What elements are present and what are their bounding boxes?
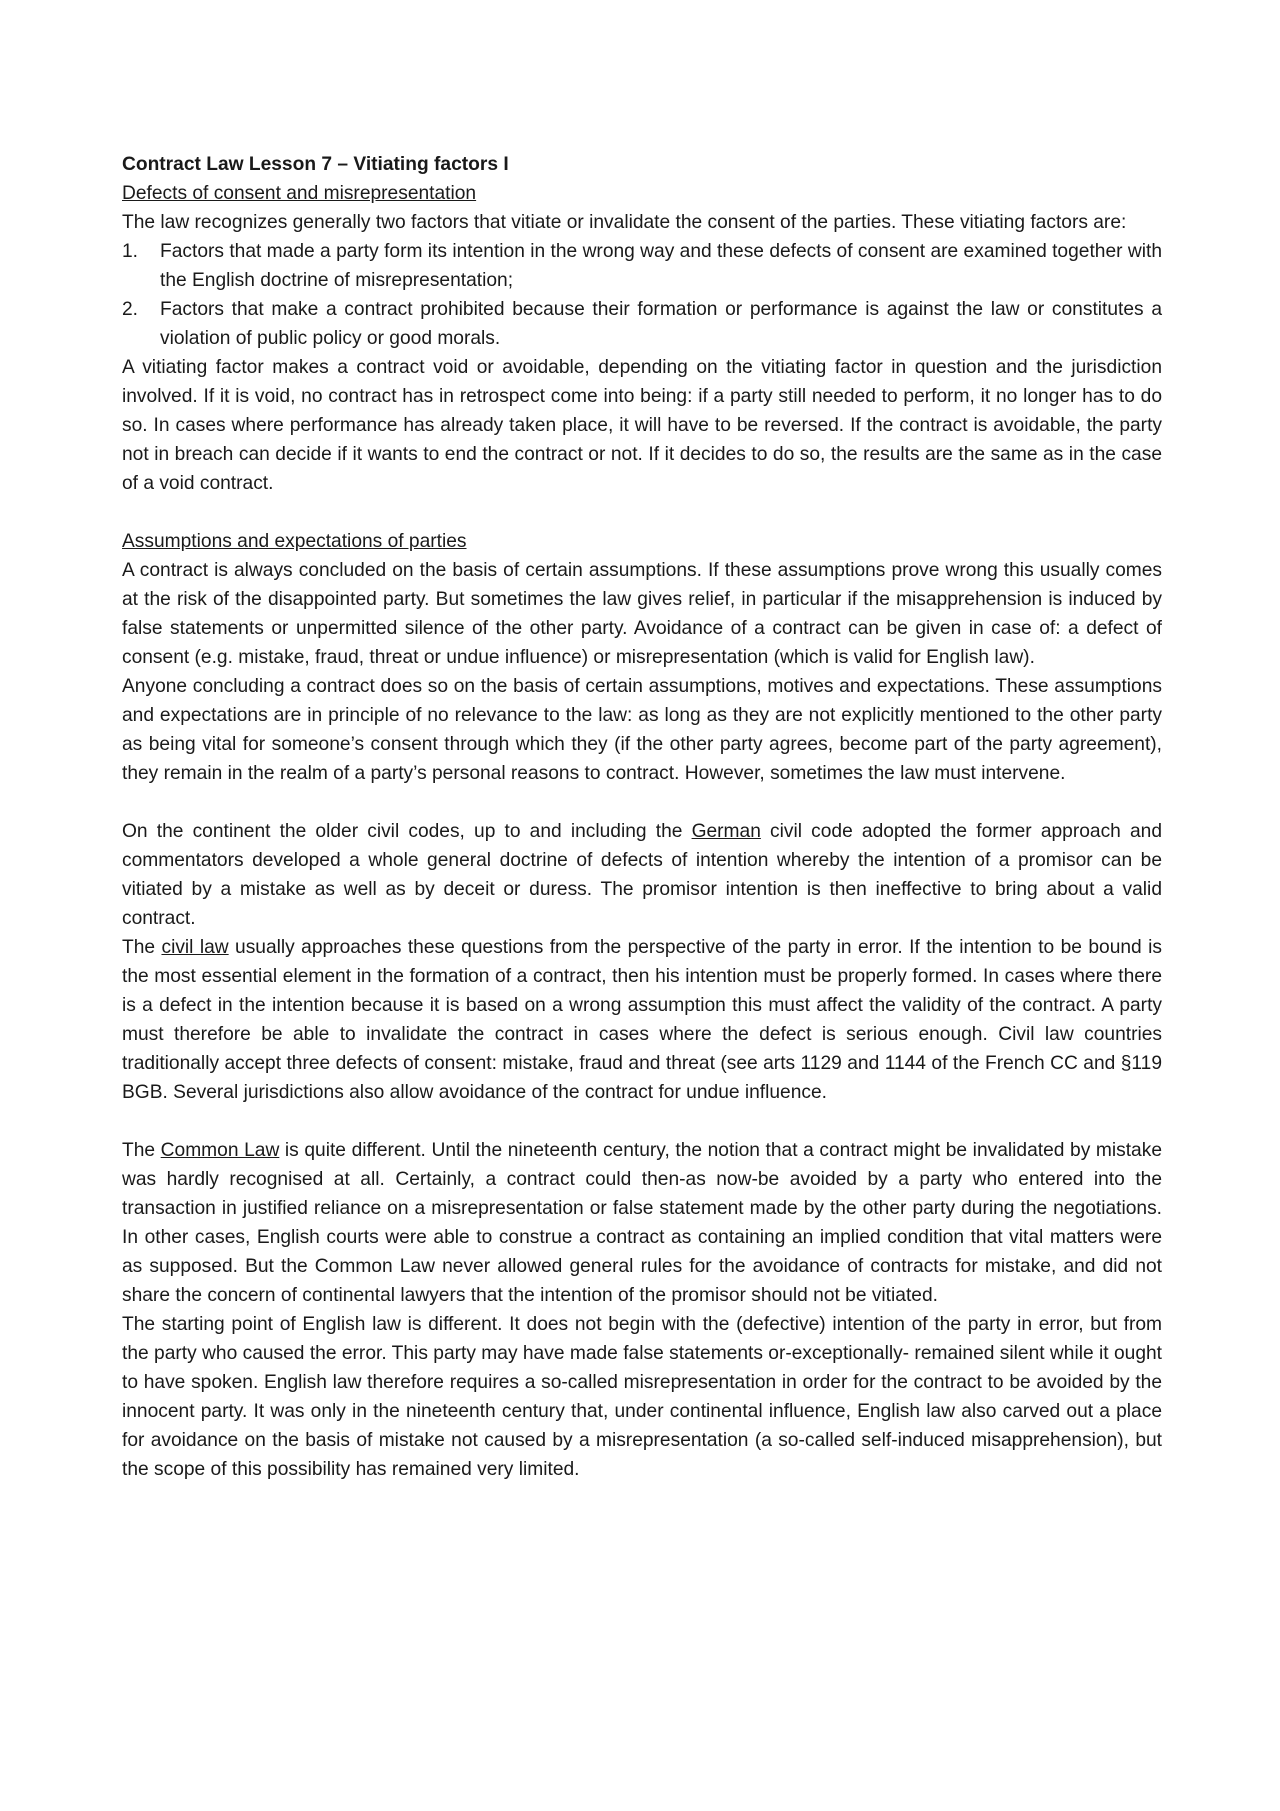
vitiating-factors-list (122, 237, 1162, 353)
text-run: is quite different. Until the nineteenth century, the notion that a contract might be invalidated by mistake was hardly recognised at all. Certainly, a contract could then-as now-be avoided by a party who entered into the transaction in justified reliance on a misrepresentation or false statement made by the other party during the negotiations. In other cases, English courts were able to construe a contract as containing an implied condition that vital matters were as supposed. But the Common Law never allowed general rules for the avoidance of contracts for mistake, and did not share the concern of continental lawyers that the intention of the promisor should not be vitiated. (122, 1140, 1162, 1306)
paragraph-common-law (122, 1136, 1162, 1310)
section-heading-defects: Defects of consent and misrepresentation (122, 183, 477, 204)
common-law-link[interactable]: Common Law (160, 1140, 280, 1161)
document-body (122, 150, 1162, 1484)
list-item-text: Factors that made a party form its intention in the wrong way and these defects of consent are examined together with the English doctrine of misrepresentation; (160, 241, 1162, 291)
german-link[interactable]: German (691, 821, 761, 842)
list-item (122, 237, 1162, 295)
text-run: civil code adopted the former approach and commentators developed a whole general doctrine of defects of intention whereby the intention of a promisor can be vitiated by a mistake as well as by deceit or duress. The promisor intention is then ineffective to bring about a valid contract. (122, 821, 1162, 929)
paragraph-intro: The law recognizes generally two factors that vitiate or invalidate the consent of the parties. These vitiating factors are: (122, 212, 1127, 233)
paragraph-assumptions: A contract is always concluded on the basis of certain assumptions. If these assumptions prove wrong this usually comes at the risk of the disappointed party. But sometimes the law gives relief, in particular if the misapprehension is induced by false statements or unpermitted silence of the other party. Avoidance of a contract can be given in case of: a defect of consent (e.g. mistake, fraud, threat or undue influence) or misrepresentation (which is valid for English law). (122, 560, 1162, 668)
list-item-number: 1. (122, 241, 139, 262)
section-heading-assumptions: Assumptions and expectations of parties (122, 531, 467, 552)
text-run: The (122, 937, 162, 958)
paragraph-expectations: Anyone concluding a contract does so on the basis of certain assumptions, motives and expectations. These assumptions and expectations are in principle of no relevance to the law: as long as they are not explicitly mentioned to the other party as being vital for someone’s consent through which they (if the other party agrees, become part of the party agreement), they remain in the realm of a party’s personal reasons to contract. However, sometimes the law must intervene. (122, 676, 1162, 784)
text-run: The (122, 1140, 161, 1161)
text-run: On the continent the older civil codes, up to and including the (122, 821, 692, 842)
paragraph-continent (122, 817, 1162, 933)
paragraph-civil-law (122, 933, 1162, 1107)
list-item-number: 2. (122, 299, 139, 320)
civil-law-link[interactable]: civil law (161, 937, 229, 958)
blank-line (122, 498, 1162, 527)
paragraph-english-law: The starting point of English law is different. It does not begin with the (defective) intention of the party in error, but from the party who caused the error. This party may have made false statements or-exceptionally- remained silent while it ought to have spoken. English law therefore requires a so-called misrepresentation in order for the contract to be avoided by the innocent party. It was only in the nineteenth century that, under continental influence, English law also carved out a place for avoidance on the basis of mistake not caused by a misrepresentation (a so-called self-induced misapprehension), but the scope of this possibility has remained very limited. (122, 1314, 1162, 1480)
paragraph-void-avoidable: A vitiating factor makes a contract void or avoidable, depending on the vitiating factor in question and the jurisdiction involved. If it is void, no contract has in retrospect come into being: if a party still needed to perform, it no longer has to do so. In cases where performance has already taken place, it will have to be reversed. If the contract is avoidable, the party not in breach can decide if it wants to end the contract or not. If it decides to do so, the results are the same as in the case of a void contract. (122, 357, 1162, 494)
blank-line (122, 1107, 1162, 1136)
list-item (122, 295, 1162, 353)
blank-line (122, 788, 1162, 817)
document-title: Contract Law Lesson 7 – Vitiating factors I (122, 154, 509, 175)
list-item-text: Factors that make a contract prohibited because their formation or performance is against the law or constitutes a violation of public policy or good morals. (160, 299, 1162, 349)
text-run: usually approaches these questions from the perspective of the party in error. If the intention to be bound is the most essential element in the formation of a contract, then his intention must be properly formed. In cases where there is a defect in the intention because it is based on a wrong assumption this must affect the validity of the contract. A party must therefore be able to invalidate the contract in cases where the defect is serious enough. Civil law countries traditionally accept three defects of consent: mistake, fraud and threat (see arts 1129 and 1144 of the French CC and §119 BGB. Several jurisdictions also allow avoidance of the contract for undue influence. (122, 937, 1162, 1103)
